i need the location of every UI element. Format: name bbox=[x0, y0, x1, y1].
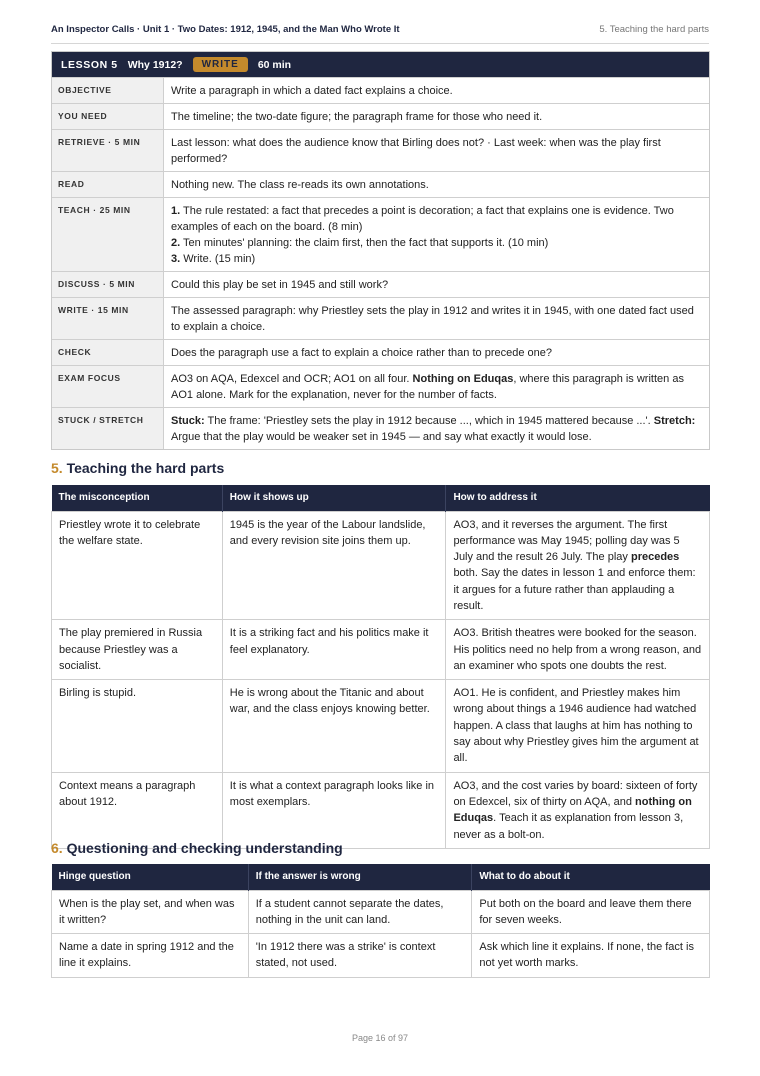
row-label: YOU NEED bbox=[52, 104, 164, 129]
lesson-number: LESSON 5 bbox=[61, 58, 118, 71]
lesson-header bbox=[52, 52, 709, 77]
lesson-duration: 60 min bbox=[257, 58, 292, 71]
lesson-row-teach bbox=[52, 197, 709, 271]
misconception-cell: Context means a paragraph about 1912. bbox=[52, 772, 223, 848]
column-header: If the answer is wrong bbox=[248, 864, 472, 890]
misconception-cell: The play premiered in Russia because Priestley was a socialist. bbox=[52, 620, 223, 680]
lesson-row-write bbox=[52, 297, 709, 339]
row-label: STUCK / STRETCH bbox=[52, 408, 164, 449]
teach-step: 3. Write. (15 min) bbox=[171, 253, 256, 265]
misconceptions-table bbox=[51, 485, 710, 849]
address-cell: AO1. He is confident, and Priestley makes him wrong about things a 1946 audience had watched happen. A class that laughs at him has nothing to say about why Priestley gives him the argument at all. bbox=[446, 680, 710, 772]
lesson-row-check bbox=[52, 339, 709, 365]
row-label: EXAM FOCUS bbox=[52, 366, 164, 407]
address-cell: AO3, and it reverses the argument. The first performance was May 1945; polling day was 5 July and the result 26 July. The play precedes both. Say the dates in lesson 1 and enforce them: it argues for a future rather than applauding a result. bbox=[446, 511, 710, 620]
teach-step: 1. The rule restated: a fact that precedes a point is decoration; a fact that explains one is evidence. Two examples of each on the board. (8 min) bbox=[171, 205, 674, 233]
wrong-answer-cell: If a student cannot separate the dates, nothing in the unit can land. bbox=[248, 890, 472, 934]
lesson-row-retrieve bbox=[52, 129, 709, 171]
action-cell: Ask which line it explains. If none, the fact is not yet worth marks. bbox=[472, 934, 710, 978]
row-value: AO3 on AQA, Edexcel and OCR; AO1 on all four. Nothing on Eduqas, where this paragraph is written as AO1 alone. Mark for the explanation, never for the number of facts. bbox=[171, 373, 684, 401]
lesson-type-badge: WRITE bbox=[193, 57, 248, 72]
row-value: Stuck: The frame: 'Priestley sets the play in 1912 because ..., which in 1945 mattered because ...'. Stretch: Argue that the play would be weaker set in 1945 — and say what exactly it would lose. bbox=[171, 415, 696, 443]
lesson-topic: Why 1912? bbox=[127, 58, 183, 71]
lesson-row-read bbox=[52, 171, 709, 197]
column-header: How to address it bbox=[446, 485, 710, 511]
lesson-row-objective bbox=[52, 77, 709, 103]
table-row bbox=[52, 772, 710, 848]
action-cell: Put both on the board and leave them there for seven weeks. bbox=[472, 890, 710, 934]
lesson-row-exam-focus bbox=[52, 365, 709, 407]
shows-up-cell: It is a striking fact and his politics make it feel explanatory. bbox=[222, 620, 446, 680]
table-row bbox=[52, 680, 710, 772]
row-label: RETRIEVE · 5 MIN bbox=[52, 130, 164, 171]
shows-up-cell: 1945 is the year of the Labour landslide, and every revision site joins them up. bbox=[222, 511, 446, 620]
wrong-answer-cell: 'In 1912 there was a strike' is context stated, not used. bbox=[248, 934, 472, 978]
shows-up-cell: It is what a context paragraph looks like in most exemplars. bbox=[222, 772, 446, 848]
row-value bbox=[164, 198, 709, 271]
table-header-row bbox=[52, 864, 710, 890]
table-row bbox=[52, 620, 710, 680]
lesson-row-discuss bbox=[52, 271, 709, 297]
lesson-card bbox=[51, 51, 710, 450]
table-header-row bbox=[52, 485, 710, 511]
page-number: Page 16 of 97 bbox=[351, 1033, 409, 1043]
row-value: The timeline; the two-date figure; the paragraph frame for those who need it. bbox=[171, 111, 543, 123]
row-label: DISCUSS · 5 MIN bbox=[52, 272, 164, 297]
column-header: The misconception bbox=[52, 485, 223, 511]
running-head bbox=[51, 24, 709, 44]
table-row bbox=[52, 934, 710, 978]
row-label: TEACH · 25 MIN bbox=[52, 198, 164, 271]
row-label: OBJECTIVE bbox=[52, 78, 164, 103]
misconception-cell: Birling is stupid. bbox=[52, 680, 223, 772]
lesson-row-you-need bbox=[52, 103, 709, 129]
hinge-questions-table bbox=[51, 864, 710, 978]
table-row bbox=[52, 511, 710, 620]
row-value: Could this play be set in 1945 and still work? bbox=[171, 279, 389, 291]
section-heading-6: 6. Questioning and checking understanding bbox=[51, 840, 343, 856]
row-value: Nothing new. The class re-reads its own annotations. bbox=[171, 179, 429, 191]
row-label: READ bbox=[52, 172, 164, 197]
section-indicator: 5. Teaching the hard parts bbox=[599, 24, 709, 35]
column-header: Hinge question bbox=[52, 864, 249, 890]
document-title: An Inspector Calls · Unit 1 · Two Dates: 1912, 1945, and the Man Who Wrote It bbox=[51, 24, 400, 35]
address-cell: AO3. British theatres were booked for the season. His politics need no help from a wrong reason, and an examiner who spots one doubts the rest. bbox=[446, 620, 710, 680]
hinge-question-cell: When is the play set, and when was it written? bbox=[52, 890, 249, 934]
misconception-cell: Priestley wrote it to celebrate the welfare state. bbox=[52, 511, 223, 620]
row-label: WRITE · 15 MIN bbox=[52, 298, 164, 339]
teach-step: 2. Ten minutes' planning: the claim first, then the fact that supports it. (10 min) bbox=[171, 237, 549, 249]
hinge-question-cell: Name a date in spring 1912 and the line it explains. bbox=[52, 934, 249, 978]
row-value: Last lesson: what does the audience know that Birling does not? · Last week: when was the play first performed? bbox=[171, 137, 661, 165]
shows-up-cell: He is wrong about the Titanic and about war, and the class enjoys knowing better. bbox=[222, 680, 446, 772]
row-value: Does the paragraph use a fact to explain a choice rather than to precede one? bbox=[171, 347, 552, 359]
lesson-row-stuck-stretch bbox=[52, 407, 709, 449]
column-header: How it shows up bbox=[222, 485, 446, 511]
row-value: Write a paragraph in which a dated fact explains a choice. bbox=[171, 85, 453, 97]
row-label: CHECK bbox=[52, 340, 164, 365]
table-row bbox=[52, 890, 710, 934]
row-value: The assessed paragraph: why Priestley sets the play in 1912 and writes it in 1945, with one dated fact used to explain a choice. bbox=[171, 305, 694, 333]
column-header: What to do about it bbox=[472, 864, 710, 890]
section-heading-5: 5. Teaching the hard parts bbox=[51, 460, 225, 476]
address-cell: AO3, and the cost varies by board: sixteen of forty on Edexcel, six of thirty on AQA, and nothing on Eduqas. Teach it as explanation from lesson 3, never as a bolt-on. bbox=[446, 772, 710, 848]
